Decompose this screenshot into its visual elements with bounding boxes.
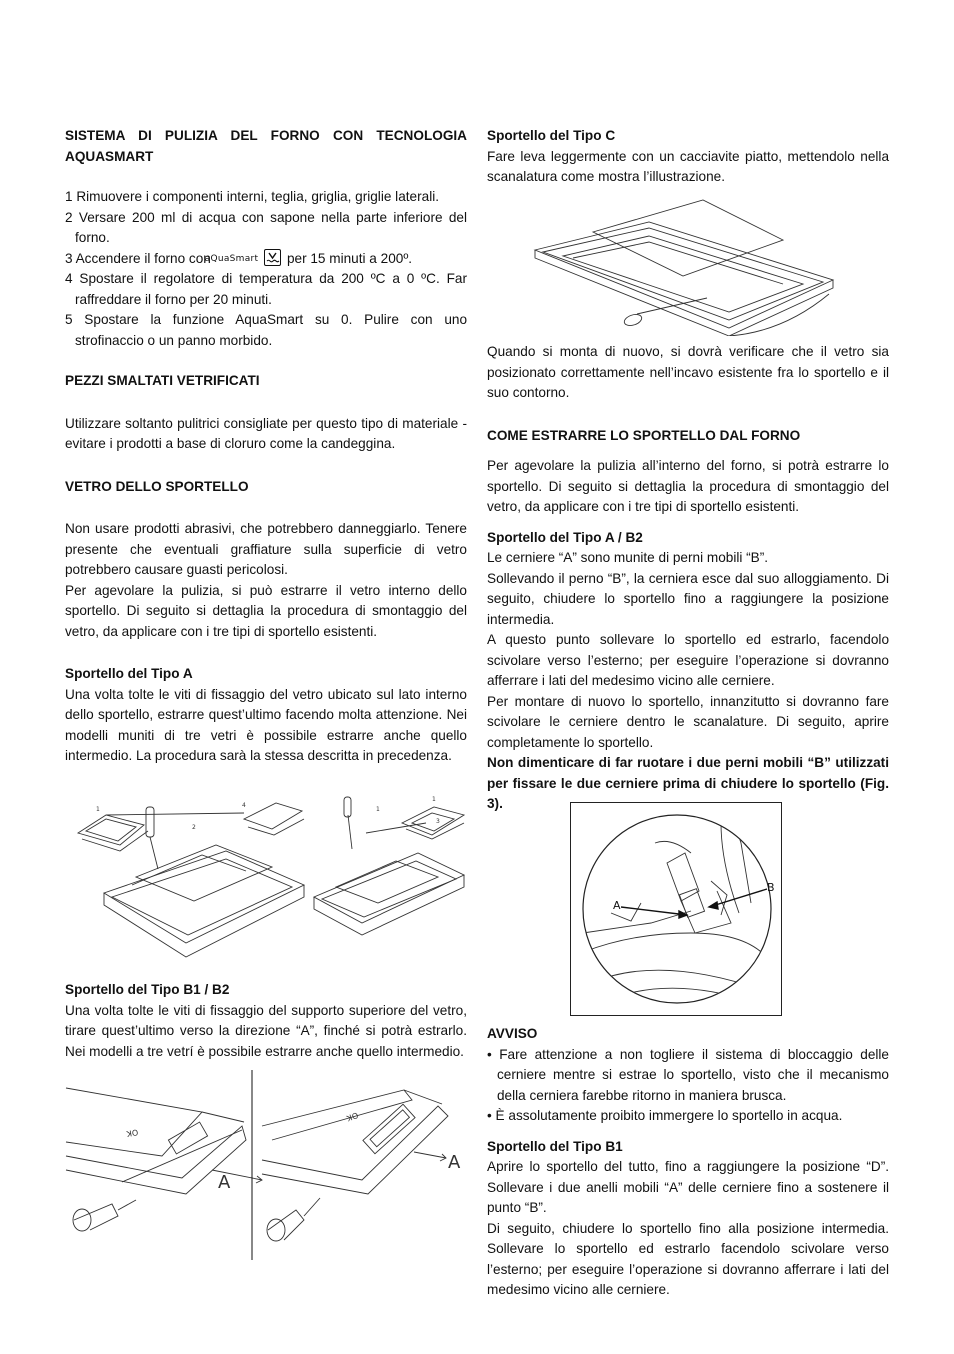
- left-column: [65, 126, 467, 767]
- type-b1b2-title: Sportello del Tipo B1 / B2: [65, 982, 230, 997]
- step-3-after: per 15 minuti a 200º.: [286, 250, 413, 266]
- type-ab2-p1: Le cerniere “A” sono munite di perni mobili “B”.: [487, 550, 769, 565]
- type-a-title: Sportello del Tipo A: [65, 666, 193, 681]
- type-ab2-warning: Non dimenticare di far ruotare i due perni mobili “B” utilizzati per fissare le due cerniere prima di chiudere lo sportello (Fig. 3).: [487, 755, 889, 811]
- type-ab2-p2: Sollevando il perno “B”, la cerniera esce dal suo alloggiamento. Di seguito, chiudere lo sportello fino a raggiungere la posizione intermedia.: [487, 570, 889, 627]
- aquasmart-steps: [65, 187, 467, 351]
- right-column: [487, 126, 889, 188]
- section-title-enamel: PEZZI SMALTATI VETRIFICATI: [65, 373, 260, 388]
- svg-text:1: 1: [96, 806, 100, 813]
- avviso-item-2: • È assolutamente proibito immergere lo sportello in acqua.: [487, 1108, 843, 1123]
- hinge-figure: [570, 802, 782, 1016]
- avviso-title: AVVISO: [487, 1026, 538, 1041]
- type-c-title: Sportello del Tipo C: [487, 128, 616, 143]
- type-ab2-p3: A questo punto sollevare lo sportello ed estrarlo, facendolo scivolare verso l’esterno; per eseguire l’operazione si dovranno afferrare i lati del medesimo vicino alle cerniere.: [487, 632, 889, 688]
- right-column-mid: [487, 342, 889, 815]
- section-title-aquasmart: SISTEMA DI PULIZIA DEL FORNO CON TECNOLOGIA AQUASMART: [65, 128, 467, 164]
- svg-text:2: 2: [192, 824, 196, 831]
- door-glass-p1: Non usare prodotti abrasivi, che potrebbero danneggiarlo. Tenere presente che eventuali graffiature sulla superficie di vetro potrebbero causare guasti pericolosi.: [65, 521, 467, 577]
- avviso-list: [487, 1045, 889, 1127]
- ok-mark-right: OK: [345, 1110, 360, 1123]
- right-column-lower: [487, 1024, 889, 1301]
- type-c-after-text: Quando si monta di nuovo, si dovrà verificare che il vetro sia posizionato correttamente nell’incavo esistente fra lo sportello e il suo contorno.: [487, 344, 889, 400]
- type-a-text: Una volta tolte le viti di fissaggio del vetro ubicato sul lato interno dello sportello, estrarre quest’ultimo facendo molta attenzione. Nei modelli muniti di tre vetri è possibile estrarre anche quello intermedio. La procedura sarà la stessa descritta in precedenza.: [65, 686, 467, 763]
- step-1: 1 Rimuovere i componenti interni, teglia, griglia, griglie laterali.: [65, 189, 440, 204]
- type-a-door-illustration: [66, 793, 470, 961]
- svg-text:4: 4: [242, 802, 246, 809]
- type-ab2-title: Sportello del Tipo A / B2: [487, 529, 643, 545]
- step-3: [65, 249, 467, 270]
- avviso-item-1: • Fare attenzione a non togliere il sistema di bloccaggio delle cerniere mentre si estrae lo sportello, visto che il mecanismo della cerniera farebbe ritorno in maniera brusca.: [487, 1046, 889, 1103]
- door-glass-p2: Per agevolare la pulizia, si può estrarre il vetro interno dello sportello. Di seguito si dettaglia la procedura di smontaggio del vetro, da applicare con i tre tipi di sportello esistenti.: [65, 582, 467, 639]
- type-b1-p2: Di seguito, chiudere lo sportello fino alla posizione intermedia. Sollevare lo sportello ed estrarlo facendolo scivolare verso l’esterno; per eseguire l’operazione si dovranno afferrare i lati del medesimo vicino alle cerniere.: [487, 1220, 889, 1297]
- left-column-lower: [65, 980, 467, 1062]
- svg-text:3: 3: [436, 818, 440, 825]
- section-title-door-glass: VETRO DELLO SPORTELLO: [65, 478, 249, 494]
- ok-mark-left: OK: [125, 1127, 139, 1139]
- step-3-before: 3 Accendere il forno con: [65, 250, 211, 266]
- svg-text:1: 1: [376, 806, 380, 813]
- b-right-label-a: A: [448, 1152, 461, 1173]
- remove-door-text: Per agevolare la pulizia all’interno del forno, si potrà estrarre lo sportello. Di seguito si dettaglia la procedura di smontaggio del vetro, da applicare con i tre tipi di sportello esistenti.: [487, 458, 889, 514]
- type-b1-p1: Aprire lo sportello del tutto, fino a raggiungere la posizione “D”. Sollevare i due anelli mobili “A” delle cerniere fino a sostenere il punto “B”.: [487, 1159, 889, 1215]
- b-left-label-a: A: [218, 1172, 231, 1193]
- aquasmart-function-icon: [264, 249, 281, 266]
- step-4: 4 Spostare il regolatore di temperatura da 200 ºC a 0 ºC. Far raffreddare il forno per 20 minuti.: [65, 271, 467, 307]
- type-b1b2-text: Una volta tolte le viti di fissaggio del supporto superiore del vetro, tirare quest’ultimo verso la direzione “A”, finché si potrà estrarlo. Nei modelli a tre vetrí è possibile estrarre anche quello intermedio.: [65, 1002, 467, 1059]
- step-5: 5 Spostare la funzione AquaSmart su 0. Pulire con uno strofinaccio o un panno morbido.: [65, 312, 467, 348]
- aquasmart-logo: aQuaSmart: [204, 253, 259, 264]
- type-c-text: Fare leva leggermente con un cacciavite piatto, mettendolo nella scanalatura come mostra l’illustrazione.: [487, 148, 889, 184]
- type-c-door-illustration: [533, 198, 847, 336]
- section-title-remove-door: COME ESTRARRE LO SPORTELLO DAL FORNO: [487, 427, 801, 443]
- enamel-text: Utilizzare soltanto pulitrici consigliate per questo tipo di materiale - evitare i prodotti a base di cloruro come la candeggina.: [65, 415, 467, 451]
- type-b-door-illustration: [62, 1070, 472, 1260]
- hinge-label-b: B: [767, 881, 775, 894]
- type-ab2-p4: Per montare di nuovo lo sportello, innanzitutto si dovranno fare scivolare le cerniere dentro le scanalature. Di seguito, aprire completamente lo sportello.: [487, 693, 889, 750]
- svg-text:1: 1: [432, 796, 436, 803]
- step-2: 2 Versare 200 ml di acqua con sapone nella parte inferiore del forno.: [65, 209, 467, 245]
- type-b1-title: Sportello del Tipo B1: [487, 1138, 623, 1154]
- hinge-label-a: A: [613, 899, 621, 912]
